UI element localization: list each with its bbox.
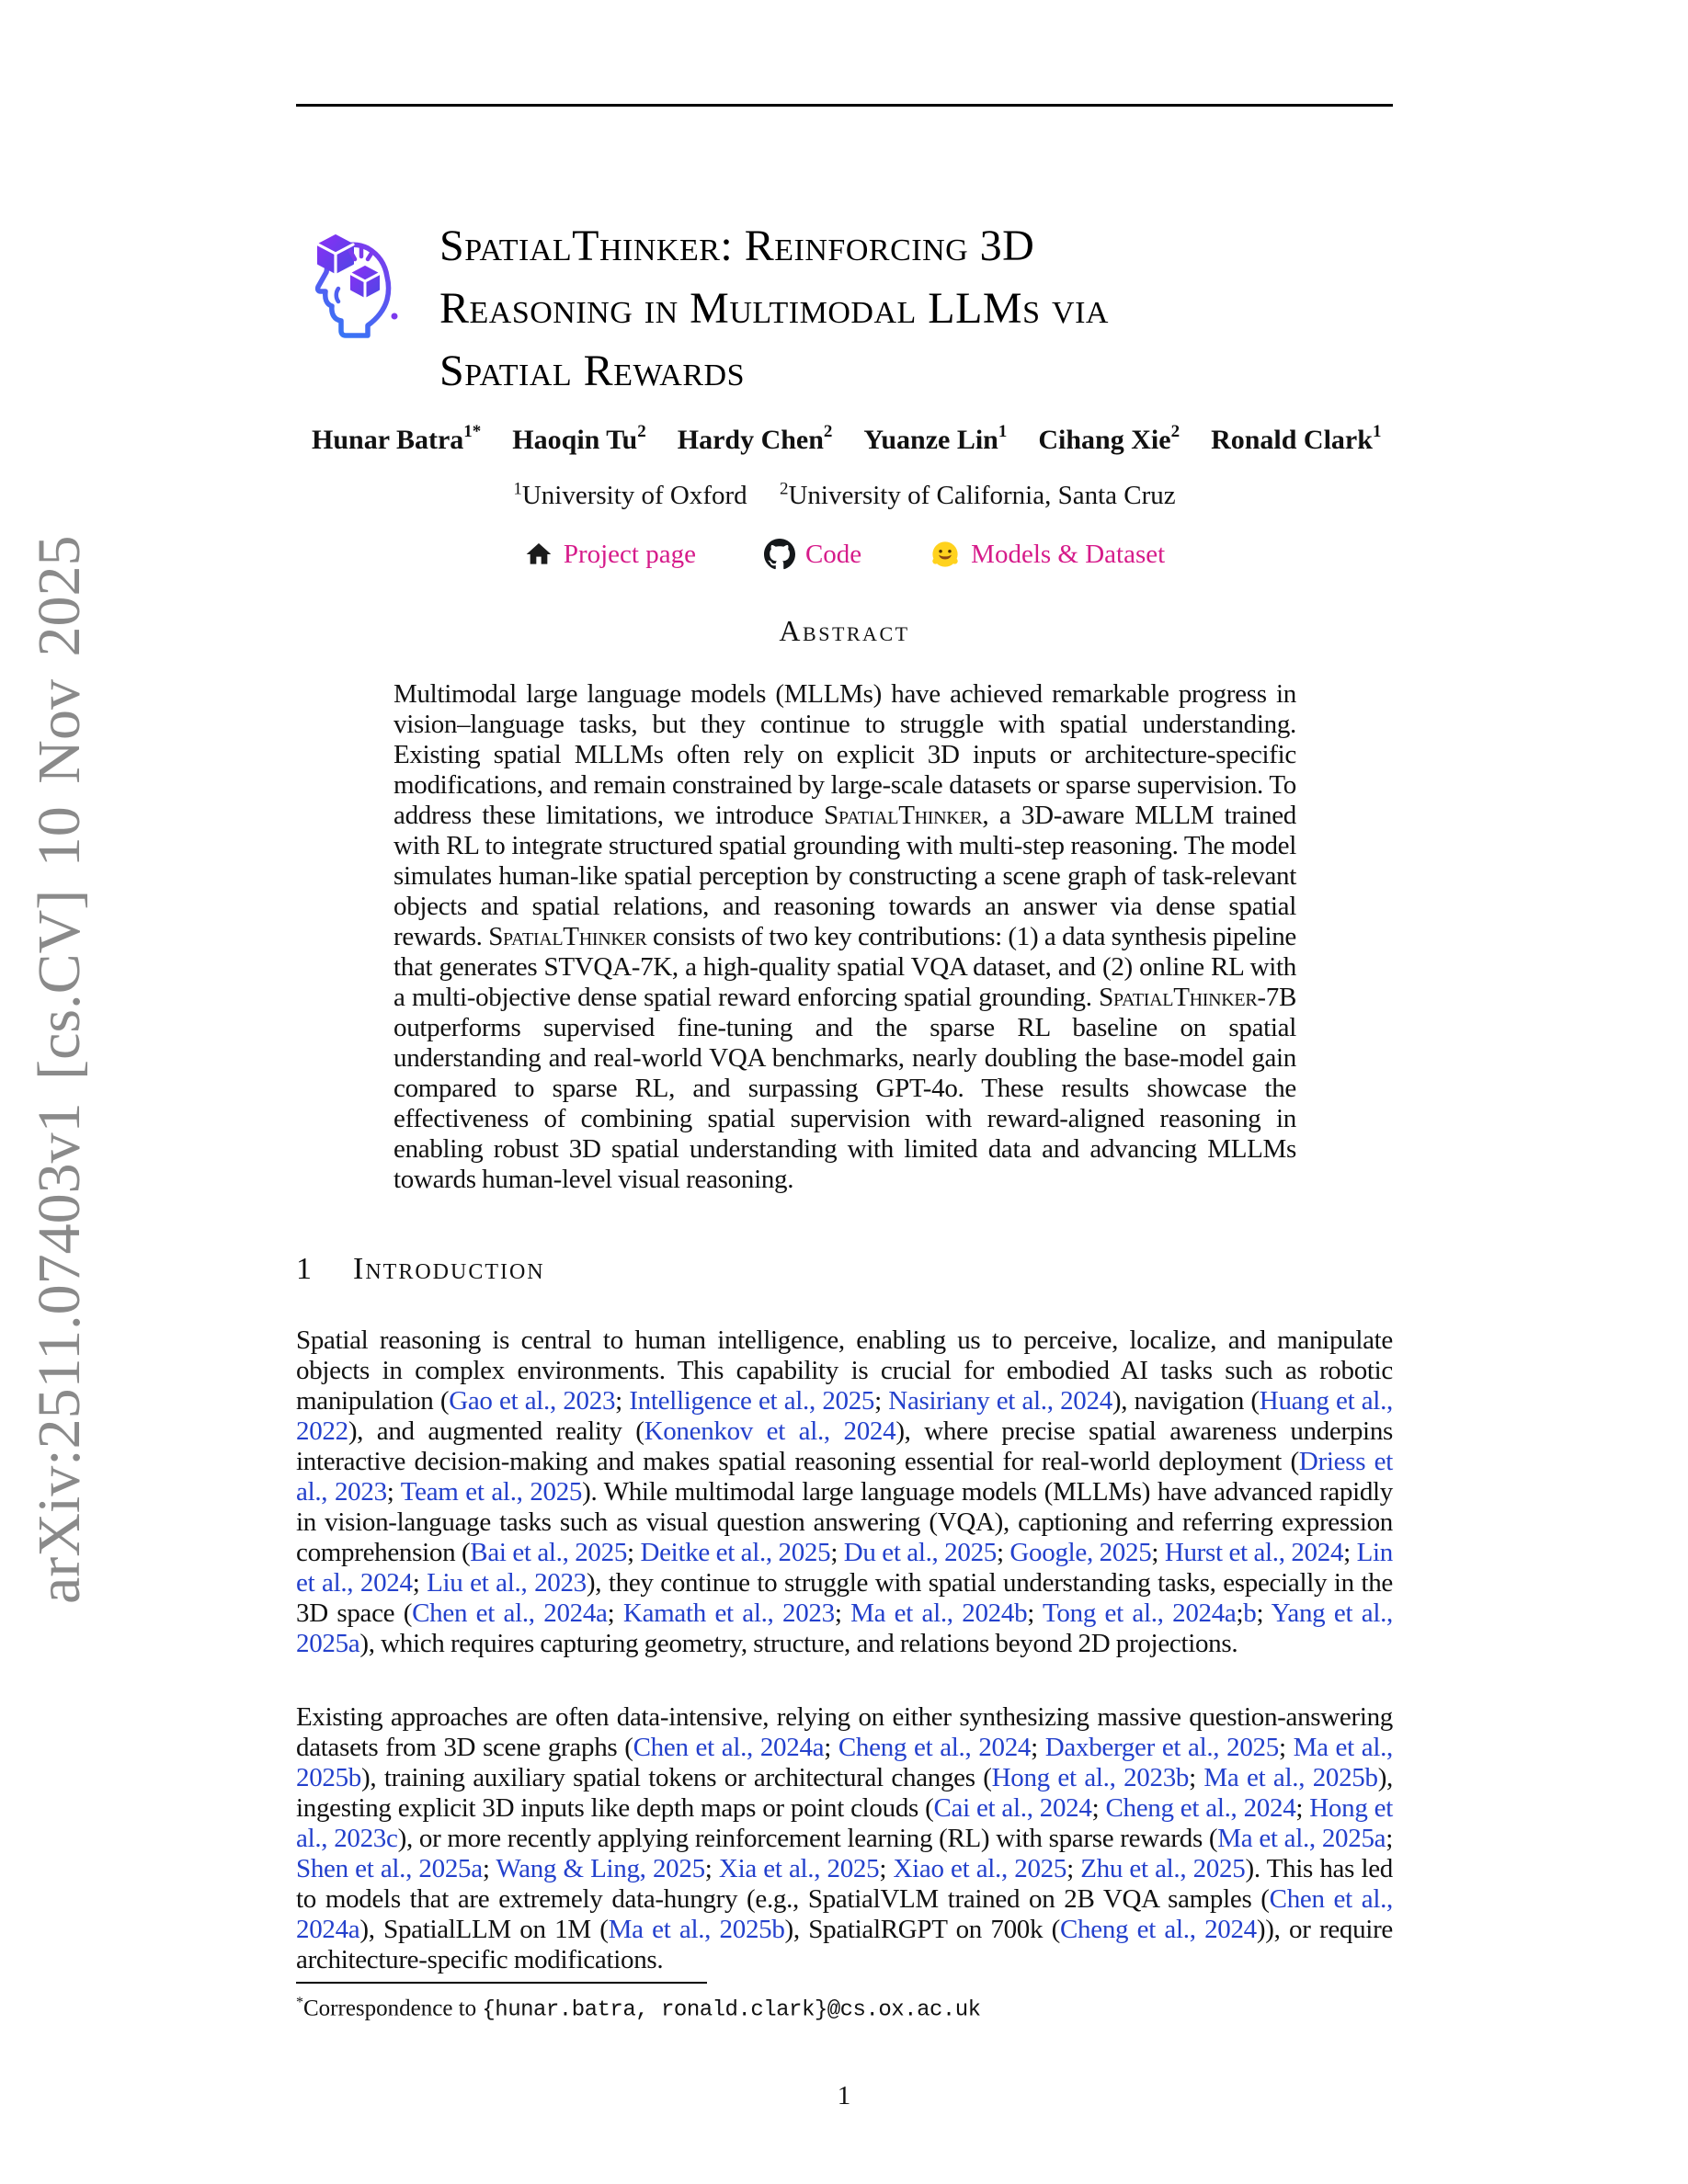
citation-link[interactable]: Team et al., 2025	[400, 1477, 583, 1507]
citation-link[interactable]: Konenkov et al., 2024	[644, 1416, 896, 1446]
text-segment: ). This has led to models that are extremely data-hungry (e.g., SpatialVLM trained on 2B VQA samples (	[296, 1854, 1393, 1914]
text-segment: ), navigation (	[1112, 1386, 1260, 1416]
text-segment: ;	[834, 1598, 851, 1628]
text-segment: ). While multimodal large language models (MLLMs) have advanced rapidly in vision-language tasks such as visual question answering (VQA), captioning and referring expression comprehension (	[296, 1477, 1394, 1567]
text-segment: ;	[1031, 1733, 1045, 1762]
paper-title	[439, 213, 1109, 403]
citation-link[interactable]: Cheng et al., 2024	[838, 1733, 1032, 1762]
citation-link[interactable]: b	[1243, 1598, 1257, 1628]
project-page-link[interactable]	[524, 540, 696, 570]
text-segment: ), SpatialRGPT on 700k (	[784, 1915, 1060, 1944]
page-number: 1	[837, 2081, 851, 2110]
text-segment: ), or more recently applying reinforcement learning (RL) with sparse rewards (	[397, 1824, 1218, 1853]
author: Ronald Clark$^1$	[1211, 422, 1382, 455]
citation-link[interactable]: Cai et al., 2024	[933, 1793, 1092, 1823]
footnote-text: Correspondence to	[303, 1996, 483, 2021]
author: Haoqin Tu$^2$	[512, 422, 646, 455]
citation-link[interactable]: Ma et al., 2025b	[296, 1733, 1393, 1792]
text-segment: ), where precise spatial awareness underpins interactive decision-making and makes spatial reasoning essential for real-world deployment (	[296, 1416, 1394, 1476]
affiliation: $^1$University of Oxford	[513, 479, 747, 510]
title-line-2: Reasoning in Multimodal LLMs via	[439, 284, 1109, 333]
arxiv-banner: arXiv:2511.07403v1 [cs.CV] 10 Nov 2025	[26, 535, 93, 1604]
text-segment: ;	[830, 1538, 844, 1567]
title-block	[296, 213, 1393, 403]
text-segment: ;	[1027, 1598, 1044, 1628]
citation-link[interactable]: Deitke et al., 2025	[640, 1538, 831, 1567]
correspondence-email: {hunar.batra, ronald.clark}@cs.ox.ac.uk	[482, 1997, 981, 2023]
citation-link[interactable]: Chen et al., 2024a	[412, 1598, 608, 1628]
citation-link[interactable]: Xiao et al., 2025	[893, 1854, 1067, 1883]
citation-link[interactable]: Hong et al., 2023b	[991, 1763, 1190, 1792]
author: Yuanze Lin$^1$	[863, 422, 1008, 455]
citation-link[interactable]: Shen et al., 2025a	[296, 1854, 483, 1883]
text-segment: ;	[482, 1854, 496, 1883]
citation-link[interactable]: Lin et al., 2024	[296, 1538, 1393, 1598]
text-segment: Existing approaches are often data-intensive, relying on either synthesizing massive question-answering datasets from 3D scene graphs (	[296, 1702, 1393, 1762]
text-segment: ), which requires capturing geometry, structure, and relations beyond 2D projections.	[359, 1629, 1238, 1658]
text-segment: Spatial reasoning is central to human intelligence, enabling us to perceive, localize, and manipulate objects in complex environments. This capability is crucial for embodied AI tasks such as robotic manipulation (	[296, 1325, 1393, 1416]
author: Hardy Chen$^2$	[677, 422, 833, 455]
title-line-1: SpatialThinker: Reinforcing 3D	[439, 222, 1035, 270]
citation-link[interactable]: Ma et al., 2025b	[608, 1915, 785, 1944]
citation-link[interactable]: Kamath et al., 2023	[622, 1598, 835, 1628]
text-segment: )), or require architecture-specific modifications.	[296, 1915, 1393, 1974]
text-segment: ;	[1236, 1598, 1244, 1628]
text-segment: ;	[615, 1386, 630, 1416]
text-segment: ;	[1386, 1824, 1393, 1853]
citation-link[interactable]: Wang & Ling, 2025	[496, 1854, 705, 1883]
text-segment: SpatialThinker	[1099, 983, 1258, 1012]
text-segment: ), training auxiliary spatial tokens or architectural changes (	[361, 1763, 992, 1792]
citation-link[interactable]: Zhu et al., 2025	[1080, 1854, 1246, 1883]
text-segment: ;	[704, 1854, 719, 1883]
section-number: 1	[296, 1252, 312, 1286]
text-segment: ), they continue to struggle with spatial understanding tasks, especially in the 3D space (	[296, 1568, 1393, 1628]
footnote-marker: *	[296, 1995, 303, 2010]
text-segment: ;	[1066, 1854, 1081, 1883]
text-segment: ;	[824, 1733, 838, 1762]
text-segment: -7B outperforms supervised fine-tuning and the sparse RL baseline on spatial understanding and real-world VQA benchmarks, nearly doubling the base-model gain compared to sparse RL, and surpassing GPT-4o. These results showcase the effectiveness of combining spatial supervision with reward-aligned reasoning in enabling robust 3D spatial understanding with limited data and advancing MLLMs towards human-level visual reasoning.	[393, 983, 1296, 1194]
header-rule	[296, 104, 1393, 107]
citation-link[interactable]: Gao et al., 2023	[449, 1386, 616, 1416]
section-title: Introduction	[353, 1252, 545, 1286]
github-icon	[764, 539, 795, 570]
text-segment: ;	[996, 1538, 1010, 1567]
citation-link[interactable]: Hurst et al., 2024	[1164, 1538, 1344, 1567]
abstract-heading: Abstract	[779, 614, 910, 647]
citation-link[interactable]: Xia et al., 2025	[718, 1854, 880, 1883]
text-segment: ), and augmented reality (	[348, 1416, 644, 1446]
citation-link[interactable]: Intelligence et al., 2025	[629, 1386, 875, 1416]
home-icon	[524, 540, 553, 569]
citation-link[interactable]: Chen et al., 2024a	[633, 1733, 825, 1762]
citation-link[interactable]: Bai et al., 2025	[470, 1538, 628, 1567]
author: Hunar Batra$^{1*}$	[312, 422, 482, 455]
citation-link[interactable]: Cheng et al., 2024	[1105, 1793, 1296, 1823]
text-segment: SpatialThinker	[488, 922, 647, 951]
citation-link[interactable]: Yang et al., 2025a	[296, 1598, 1393, 1658]
text-segment: ;	[627, 1538, 641, 1567]
models-dataset-link[interactable]	[930, 539, 1165, 570]
text-segment: ;	[1189, 1763, 1204, 1792]
title-line-3: Spatial Rewards	[439, 347, 745, 395]
text-segment: ), ingesting explicit 3D inputs like depth maps or point clouds (	[296, 1763, 1394, 1823]
text-segment: ;	[874, 1386, 889, 1416]
citation-link[interactable]: Cheng et al., 2024	[1060, 1915, 1257, 1944]
link-label: Models & Dataset	[971, 539, 1166, 569]
text-segment: ;	[879, 1854, 894, 1883]
resource-links	[296, 539, 1393, 570]
author-list	[296, 424, 1393, 456]
link-label: Project page	[563, 539, 696, 569]
text-segment: ;	[1151, 1538, 1165, 1567]
text-segment: ;	[607, 1598, 623, 1628]
affiliations	[296, 479, 1393, 511]
citation-link[interactable]: Huang et al., 2022	[296, 1386, 1393, 1446]
citation-link[interactable]: Ma et al., 2025a	[1217, 1824, 1386, 1853]
intro-paragraph-2	[296, 1702, 1393, 1975]
text-segment: ;	[386, 1477, 401, 1507]
text-segment: ;	[412, 1568, 428, 1598]
citation-link[interactable]: Nasiriany et al., 2024	[888, 1386, 1112, 1416]
citation-link[interactable]: Hong et al., 2023c	[296, 1793, 1393, 1853]
spatialthinker-logo-icon	[296, 215, 416, 344]
citation-link[interactable]: Google, 2025	[1009, 1538, 1152, 1567]
text-segment: SpatialThinker	[824, 801, 983, 830]
citation-link[interactable]: Tong et al., 2024a	[1043, 1598, 1237, 1628]
citation-link[interactable]: Chen et al., 2024a	[296, 1884, 1393, 1944]
text-segment: ;	[1256, 1598, 1272, 1628]
code-link[interactable]	[764, 539, 861, 570]
section-heading-introduction	[296, 1252, 1393, 1287]
footnote-rule	[296, 1982, 707, 1984]
citation-link[interactable]: Daxberger et al., 2025	[1044, 1733, 1279, 1762]
footnote	[296, 1995, 1393, 2022]
link-label: Code	[804, 539, 862, 569]
citation-link[interactable]: Ma et al., 2025b	[1203, 1763, 1378, 1792]
text-segment: consists of two key contributions: (1) a data synthesis pipeline that generates STVQA-7K, a high-quality spatial VQA dataset, and (2) online RL with a multi-objective dense spatial reward enforcing spatial grounding.	[393, 922, 1296, 1012]
text-segment: ), SpatialLLM on 1M (	[359, 1915, 609, 1944]
citation-link[interactable]: Driess et al., 2023	[296, 1447, 1393, 1507]
huggingface-icon	[930, 539, 961, 570]
affiliation: $^2$University of California, Santa Cruz	[779, 479, 1176, 510]
text-segment: ;	[1278, 1733, 1294, 1762]
text-segment: ;	[1343, 1538, 1357, 1567]
citation-link[interactable]: Liu et al., 2023	[427, 1568, 587, 1598]
abstract-text	[393, 679, 1296, 1195]
text-segment: ;	[1295, 1793, 1310, 1823]
text-segment: ;	[1091, 1793, 1106, 1823]
text-segment: , a 3D-aware MLLM trained with RL to integrate structured spatial grounding with multi-step reasoning. The model simulates human-like spatial perception by constructing a scene graph of task-relevant objects and spatial relations, and reasoning towards an answer via dense spatial rewards.	[393, 801, 1296, 951]
citation-link[interactable]: Du et al., 2025	[843, 1538, 997, 1567]
intro-paragraph-1	[296, 1325, 1393, 1659]
text-segment: Multimodal large language models (MLLMs) have achieved remarkable progress in vision–language tasks, but they continue to struggle with spatial understanding. Existing spatial MLLMs often rely on explicit 3D inputs or architecture-specific modifications, and remain constrained by large-scale datasets or sparse supervision. To address these limitations, we introduce	[393, 679, 1296, 830]
citation-link[interactable]: Ma et al., 2024b	[850, 1598, 1028, 1628]
author: Cihang Xie$^2$	[1038, 422, 1180, 455]
